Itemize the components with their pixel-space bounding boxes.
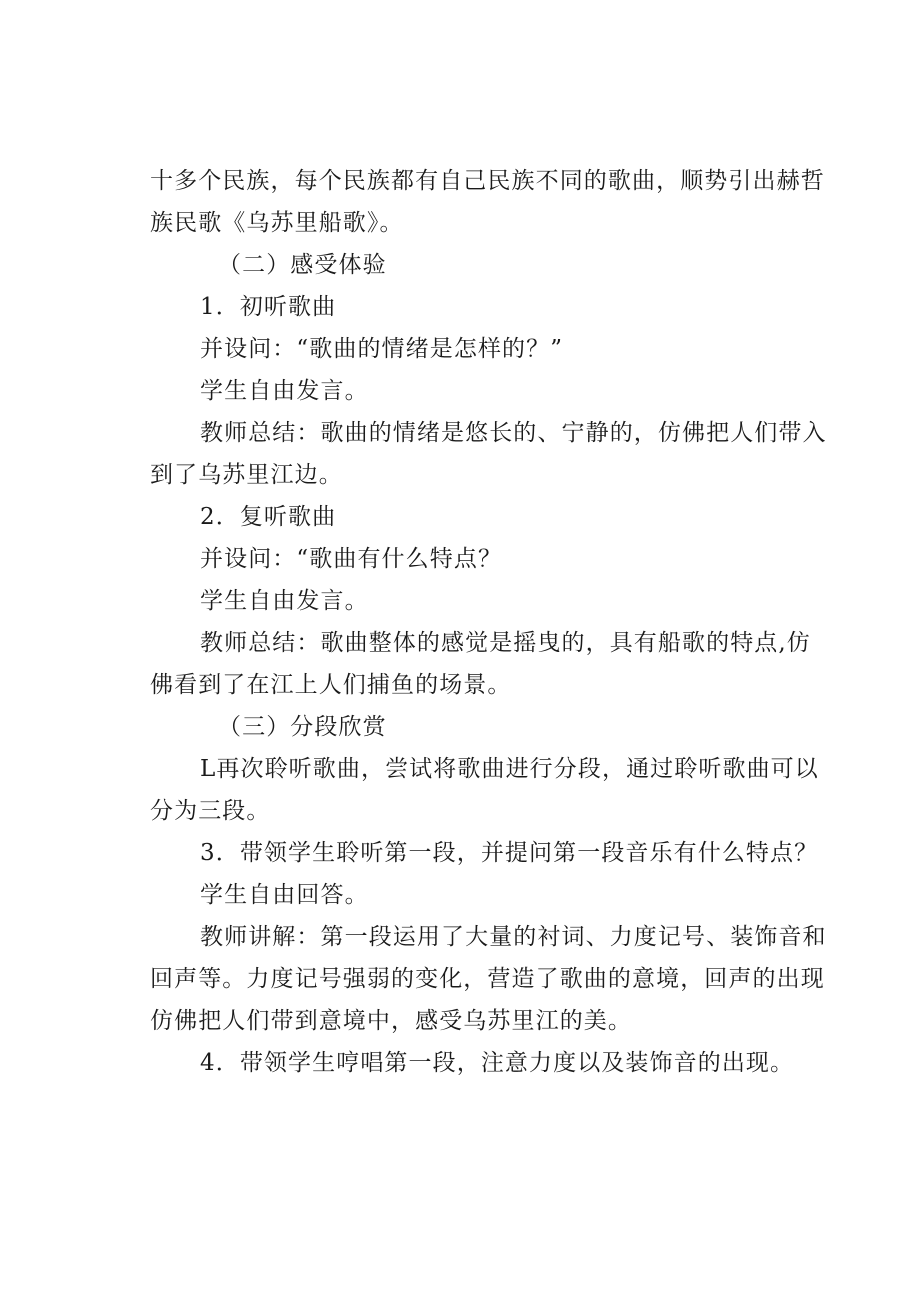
paragraph: L再次聆听歌曲，尝试将歌曲进行分段，通过聆听歌曲可以: [200, 756, 819, 782]
paragraph-continuation: 仿佛把人们带到意境中，感受乌苏里江的美。: [150, 1008, 632, 1034]
paragraph: 并设问：“歌曲的情绪是怎样的？”: [200, 336, 564, 362]
paragraph: 学生自由发言。: [200, 378, 369, 404]
paragraph: 教师总结：歌曲的情绪是悠长的、宁静的，仿佛把人们带入: [200, 420, 827, 446]
paragraph-continuation: 佛看到了在江上人们捕鱼的场景。: [150, 672, 512, 698]
paragraph: 教师总结：歌曲整体的感觉是摇曳的，具有船歌的特点,仿: [200, 630, 811, 656]
step-heading: 3．带领学生聆听第一段，并提问第一段音乐有什么特点？: [200, 840, 819, 866]
paragraph: 并设问：“歌曲有什么特点？: [200, 546, 503, 572]
paragraph: 学生自由回答。: [200, 882, 369, 908]
document-body: [150, 160, 827, 1084]
paragraph-continuation: 族民歌《乌苏里船歌》。: [150, 210, 404, 236]
section-heading: （二）感受体验: [218, 252, 387, 278]
paragraph-continuation: 回声等。力度记号强弱的变化，营造了歌曲的意境，回声的出现: [150, 966, 825, 992]
paragraph: 教师讲解：第一段运用了大量的衬词、力度记号、装饰音和: [200, 924, 827, 950]
paragraph-continuation: 到了乌苏里江边。: [150, 462, 343, 488]
section-heading: （三）分段欣赏: [218, 714, 387, 740]
step-heading: 1．初听歌曲: [200, 294, 337, 320]
paragraph-continuation: 分为三段。: [150, 798, 271, 824]
step-heading: 2．复听歌曲: [200, 504, 337, 530]
paragraph-continuation: 十多个民族，每个民族都有自己民族不同的歌曲，顺势引出赫哲: [150, 168, 825, 194]
step-heading: 4．带领学生哼唱第一段，注意力度以及装饰音的出现。: [200, 1050, 795, 1076]
paragraph: 学生自由发言。: [200, 588, 369, 614]
